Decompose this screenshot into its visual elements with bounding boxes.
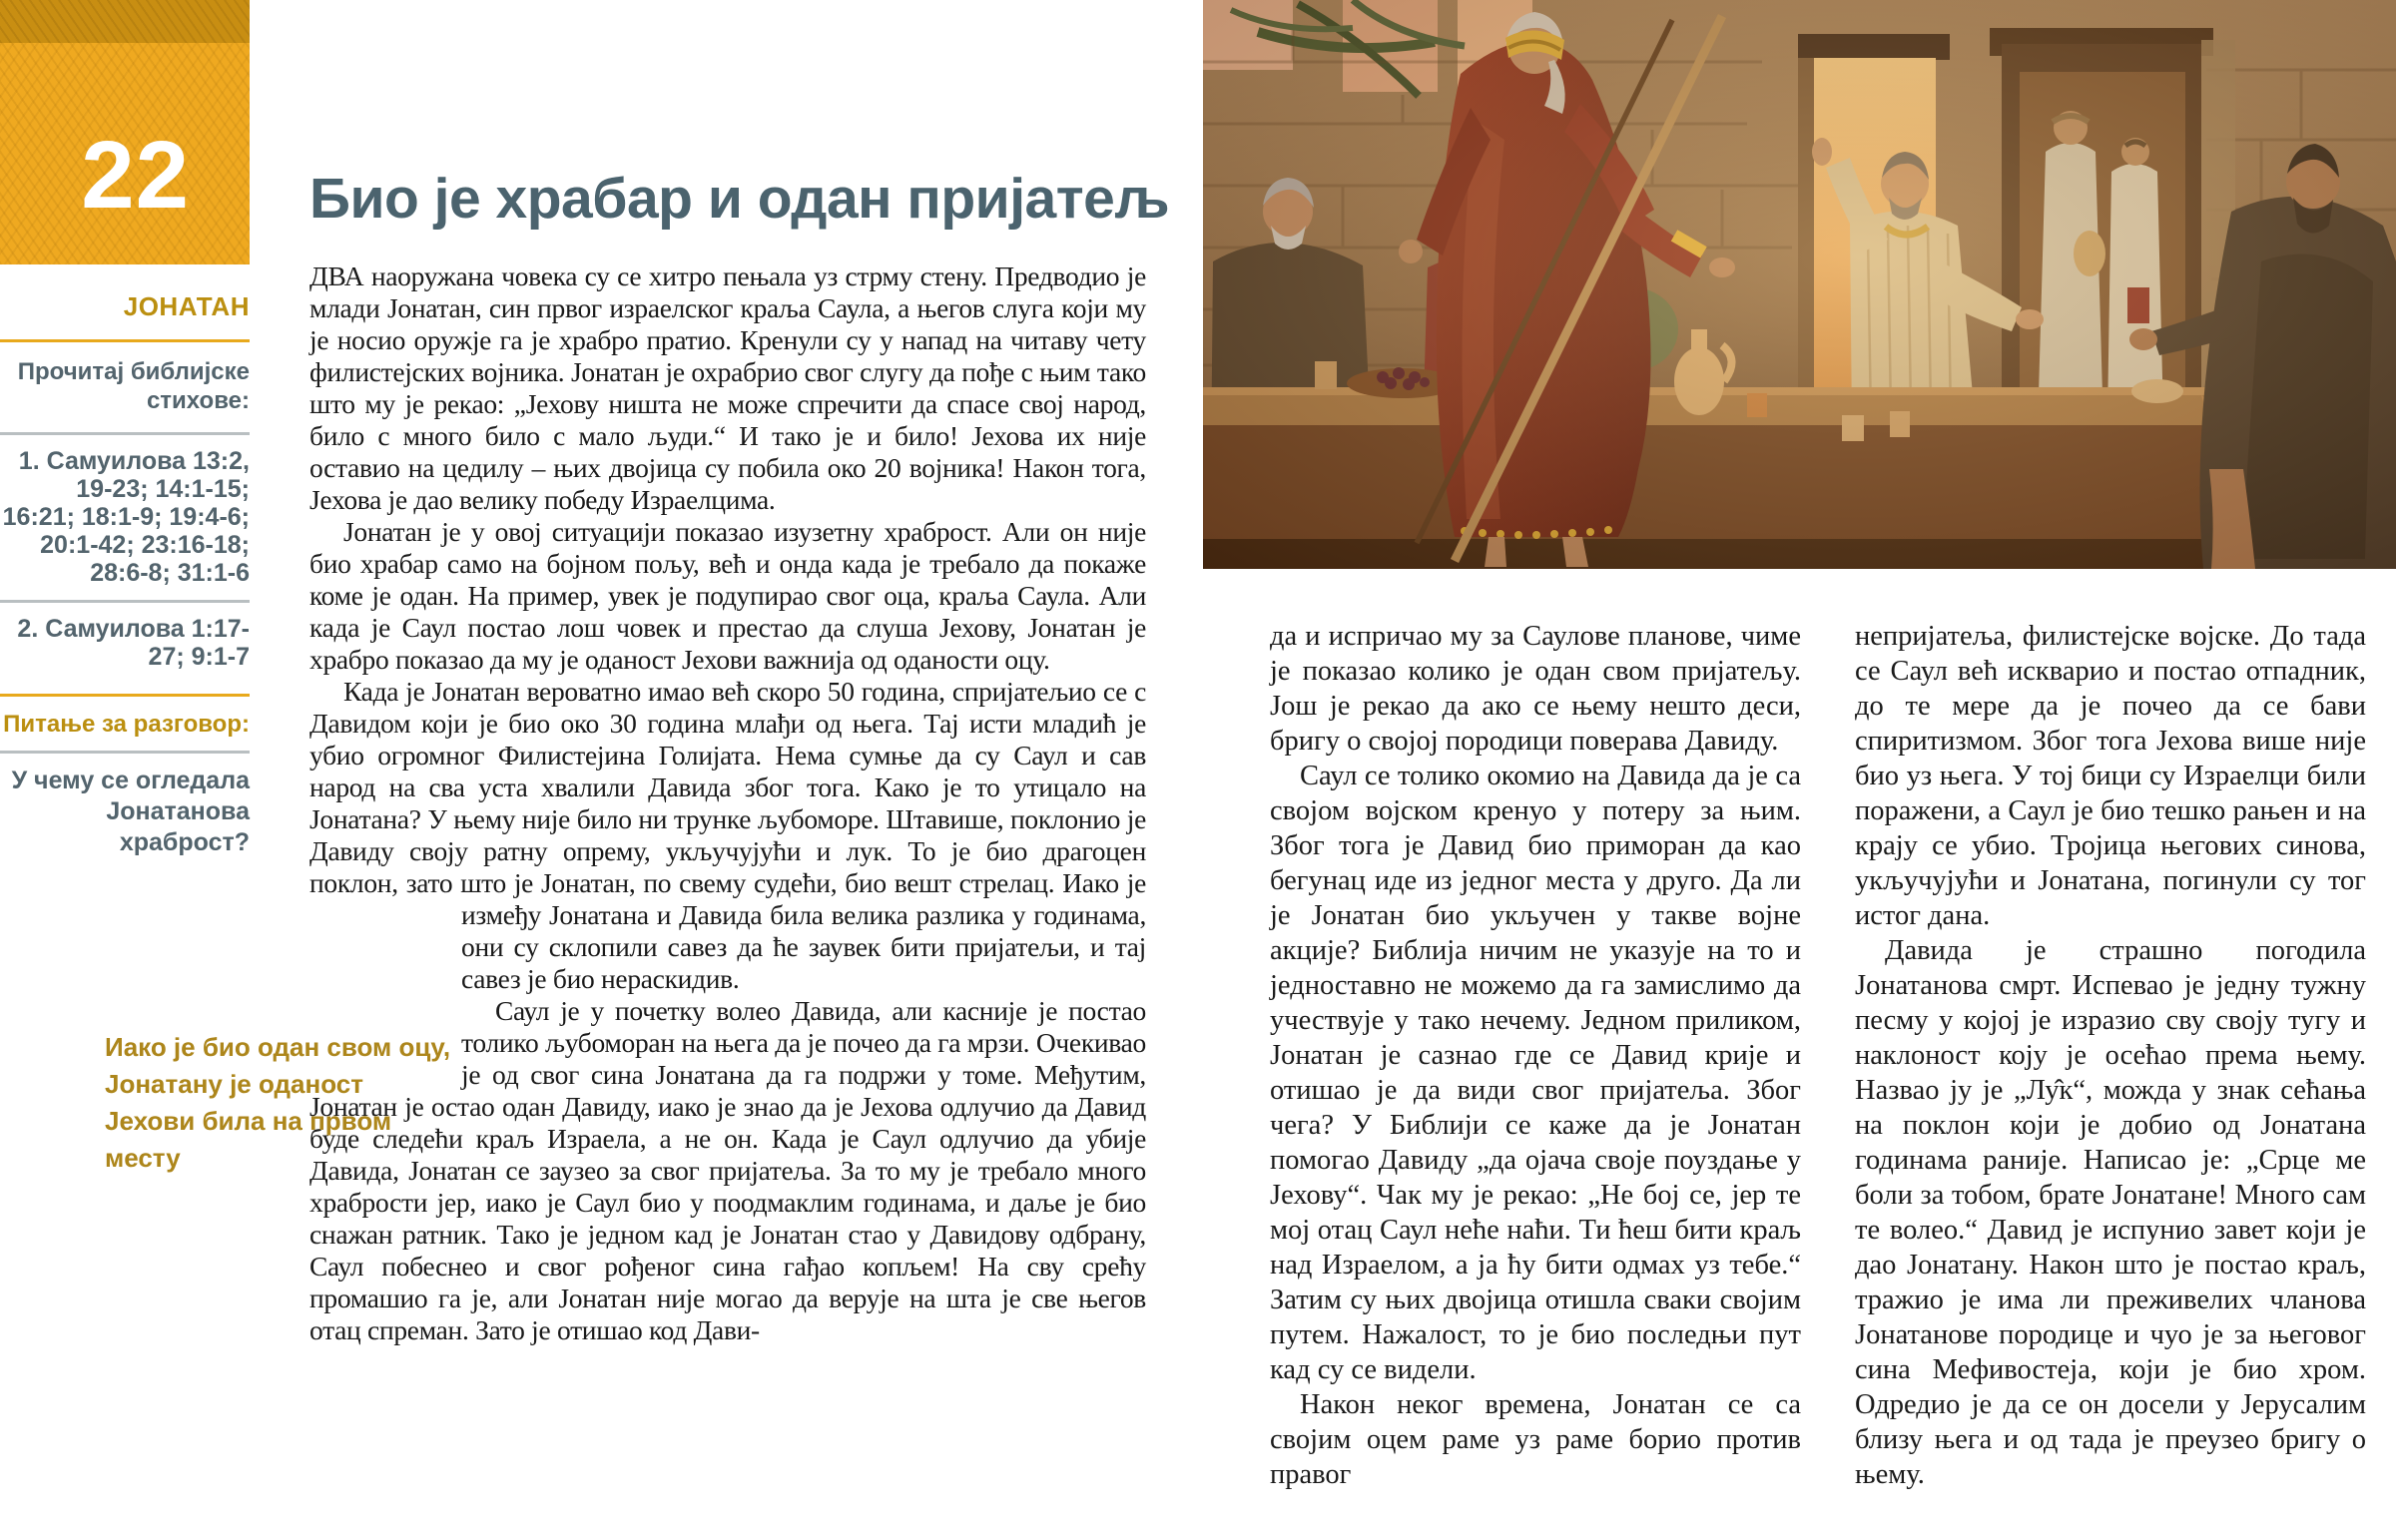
- paragraph-text: годинама, они су склопили савез да ће заувек бити пријатељи, и тај савез је био нераскидив.: [461, 899, 1147, 994]
- paragraph: непријатеља, филистејске војске. До тада се Саул већ искварио и постао отпадник, до те мере да је почео да се бави спиритизмом. Због тога Јехова више није био уз њега. У тој бици су Израелци били поражени, а Саул је био тешко рањен и на крају се убио. Тројица његових синова, укључујући и Јонатана, погинули су тог истог дана.: [1855, 621, 2366, 931]
- person-name-heading: ЈОНАТАН: [123, 291, 250, 321]
- paragraph: ДВА наоружана човека су се хитро пењала уз стрму стену. Предводио је млади Јонатан, син првог израелског краља Саула, а његов слуга који му је носио оружје га је храбро пратио. Кренули су у напад на читаву чету филистејских војника. Јонатан је охрабрио свог слугу да пође с њим тако што му је рекао: „Јехову ништа не може спречити да спасе свој народ, било с много било с мало људи.“ И тако је и било! Јехова их није оставио на цедилу – њих двојица су побила око 20 војника! Након тога, Јехова је дао велику победу Израелцима.: [309, 260, 1146, 515]
- illustration: [1203, 0, 2396, 569]
- paragraph: Јонатан је у овој ситуацији показао изузетну храброст. Али он није био храбар само на бојном пољу, већ и онда када је требало да покаже коме је одан. На пример, увек је подупирао свог оца, краља Саула. Али када је Саул постао лош човек и престао да слуша Јехову, Јонатан је храбро показао да му је оданост Јехови важнија од оданости оцу.: [309, 516, 1146, 675]
- discussion-question-heading: Питање за разговор:: [3, 711, 250, 738]
- divider-gray: [0, 600, 250, 603]
- verses-group-1: 1. Самуилова 13:2, 19-23; 14:1-15; 16:21; 18:1-9; 19:4-6; 20:1-42; 23:16-18; 28:6-8; 31:1-6: [2, 447, 250, 587]
- paragraph: [309, 676, 1146, 995]
- divider-gold: [0, 339, 250, 342]
- painting-svg: [1203, 0, 2396, 569]
- read-verses-heading: Прочитај библијске стихове:: [17, 358, 250, 414]
- chapter-number: 22: [81, 122, 190, 229]
- paragraph: да и испричао му за Саулове планове, чиме је показао колико је одан свом пријатељу. Још је рекао да ако се њему нешто деси, бригу о својој породици поверава Давиду.: [1270, 621, 1801, 757]
- paragraph: Након неког времена, Јонатан се са својим оцем раме уз раме борио против правог: [1270, 1389, 1801, 1490]
- paragraph-text: Када је Јонатан вероватно имао већ скоро 50 година, спријатељио се с Давидом који је био око 30 година млађи од њега. Тај исти младић је убио огромног Филистејина Голијата. Нема сумње да су Саул и сав народ на сва уста хвалили Давида због тога. Како је то утицало на Јонатана? У њему није било ни трунке љубоморе. Штавише, поклонио је Давиду своју ратну опрему, укључујући и лук. То је био драгоцен поклон, зато што је Јонатан, по свему судећи, био вешт стрелац. Иако је између Јонатана и Давида била велика разлика у: [309, 676, 1146, 930]
- pull-quote: Иако је био одан свом оцу, Јонатану је оданост Јехови била на првом месту: [105, 1032, 451, 1173]
- sidebar: [0, 291, 250, 858]
- right-column-1: [1270, 619, 1801, 1492]
- paragraph: Саул је у почетку волео Давида, али касније је постао толико љубоморан на њега да је почео да га мрзи. Очекивао је од свог сина Јонатана да га подржи у томе. Међутим, Јонатан је остао одан Давиду, иако је знао да је Јехова одлучио да Давид буде следећи краљ Израела, а не он. Када је Саул одлучио да убије Давида, Јонатан се заузео за свог пријатеља. За то му је требало много храбрости јер, иако је Саул био у поодмаклим годинама, и даље је био снажан ратник. Тако је једном кад је Јонатан стао у Давидову одбрану, Саул побеснео и свог рођеног сина гађао копљем! На сву срећу промашио га је, али Јонатан није могао да верује на шта је све његов отац спреман. Зато је отишао код Дави-: [309, 995, 1146, 1345]
- right-column-2: [1855, 619, 2366, 1492]
- divider-gray: [0, 432, 250, 435]
- chapter-number-box: [0, 0, 250, 264]
- light-overlay: [1203, 0, 2396, 569]
- paragraph: Давида је страшно погодила Јонатанова смрт. Испевао је једну тужну песму у којој је изразио сву своју тугу и наклоност коју је осећао према њему. Назвао ју је „Лу̂к“, можда у знак сећања на поклон који је добио од Јонатана годинама раније. Написао је: „Срце ме боли за тобом, брате Јонатане! Много сам те волео.“ Давид је испунио завет који је дао Јонатану. Након што је постао краљ, тражио је има ли преживелих чланова Јонатанове породице и чуо је за његовог сина Мефивостеја, који је био хром. Одредио је да се он досели у Јерусалим близу њега и од тада је преузео бригу о њему.: [1855, 935, 2366, 1490]
- page-title: Био је храбар и одан пријатељ: [309, 167, 1170, 231]
- paragraph: Саул се толико окомио на Давида да је са својом војском кренуо у потеру за њим. Због тога је Давид био приморан да као бегунац иде из једног места у друго. Да ли је Јонатан био укључен у такве војне акције? Библија ничим не указује на то и једноставно не можемо да га замислимо да учествује у тако нечему. Једном приликом, Јонатан је сазнао где се Давид крије и отишао је да види свог пријатеља. Због чега? У Библији се каже да је Јонатан помогао Давиду „да ојача своје поуздање у Јехову“. Чак му је рекао: „Не бој се, јер те мој отац Саул неће наћи. Ти ћеш бити краљ над Израелом, а ја ћу бити одмах уз тебе.“ Затим су њих двојица отишла сваки својим путем. Нажалост, то је био последњи пут кад су се видели.: [1270, 761, 1801, 1385]
- verses-group-2: 2. Самуилова 1:17-27; 9:1-7: [17, 615, 250, 671]
- discussion-question: У чему се огледала Јонатанова храброст?: [11, 767, 250, 856]
- divider-gold: [0, 694, 250, 697]
- chapter-box-top-band: [0, 0, 250, 43]
- divider-gray: [0, 751, 250, 754]
